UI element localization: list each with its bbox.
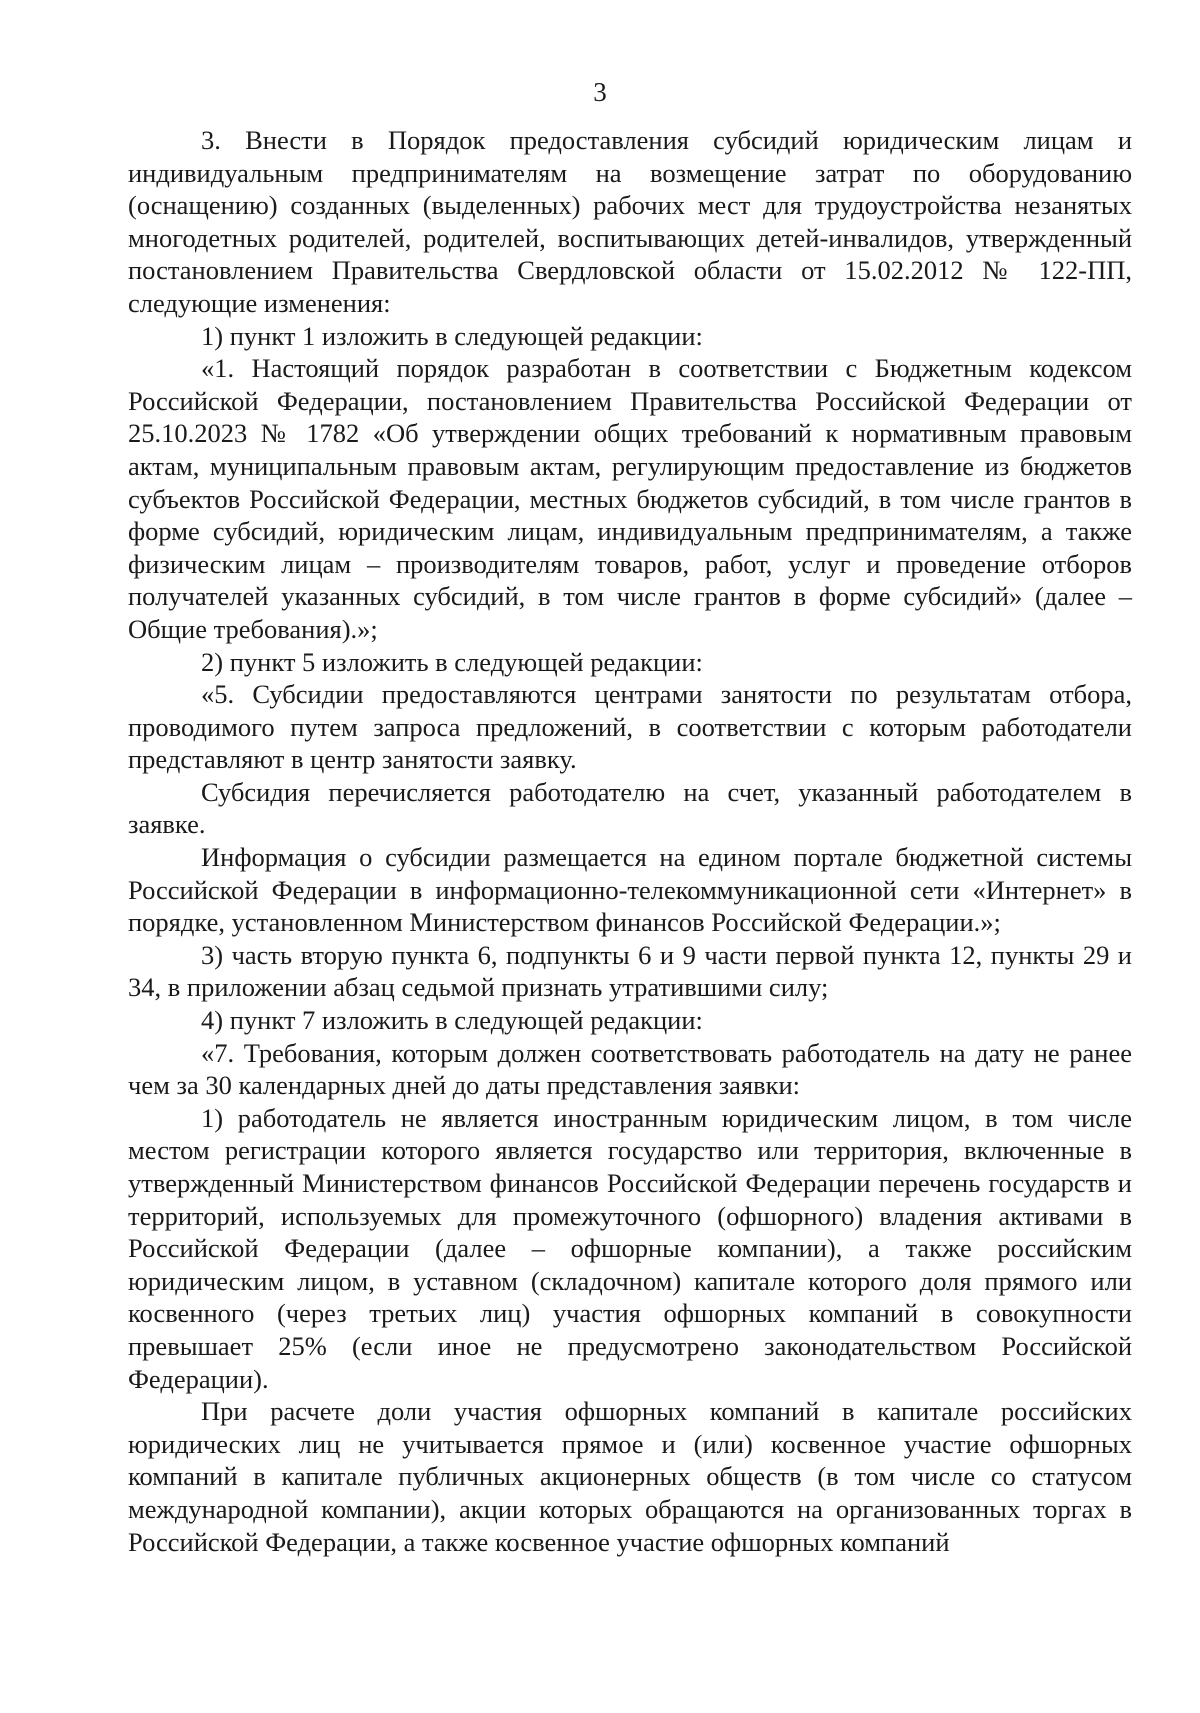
paragraph-subitem-2-heading: 2) пункт 5 изложить в следующей редакции: — [201, 646, 703, 677]
paragraph-new-point-5: «5. Субсидии предоставляются центрами занятости по результатам отбора, проводимого путем запроса предложений, в соответствии с которым работодатели представляют в центр занятости заявку. — [128, 679, 1132, 775]
paragraph-subitem-4-heading: 4) пункт 7 изложить в следующей редакции: — [201, 1005, 703, 1036]
paragraph-offshore-share-calculation: При расчете доли участия офшорных компаний в капитале российских юридических лиц не учитывается прямое и (или) косвенное участие офшорных компаний в капитале публичных акционерных обществ (в том числе со статусом международной компании), акции которых обращаются на организованных торгах в Российской Федерации, а также косвенное участие офшорных компаний — [128, 1396, 1132, 1557]
paragraph-subitem-1-heading: 1) пункт 1 изложить в следующей редакции: — [201, 320, 703, 351]
paragraph-subitem-3: 3) часть вторую пункта 6, подпункты 6 и 9 части первой пункта 12, пункты 29 и 34, в приложении абзац седьмой признать утратившими силу; — [128, 939, 1132, 1003]
page-number: 3 — [593, 77, 607, 107]
paragraph-new-point-1: «1. Настоящий порядок разработан в соответствии с Бюджетным кодексом Российской Федерации, постановлением Правительства Российской Федерации от 25.10.2023 № 1782 «Об утверждении общих требований к нормативным правовым актам, муниципальным правовым актам, регулирующим предоставление из бюджетов субъектов Российской Федерации, местных бюджетов субсидий, в том числе грантов в форме субсидий, юридическим лицам, индивидуальным предпринимателям, а также физическим лицам – производителям товаров, работ, услуг и проведение отборов получателей указанных субсидий, в том числе грантов в форме субсидий» (далее – Общие требования).»; — [128, 353, 1132, 644]
paragraph-requirement-1: 1) работодатель не является иностранным юридическим лицом, в том числе местом регистрации которого является государство или территория, включенные в утвержденный Министерством финансов Российской Федерации перечень государств и территорий, используемых для промежуточного (офшорного) владения активами в Российской Федерации (далее – офшорные компании), а также российским юридическим лицом, в уставном (складочном) капитале которого доля прямого или косвенного (через третьих лиц) участия офшорных компаний в совокупности превышает 25% (если иное не предусмотрено законодательством Российской Федерации). — [128, 1102, 1132, 1394]
paragraph-item-3-amendments-intro: 3. Внести в Порядок предоставления субсидий юридическим лицам и индивидуальным предпринимателям на возмещение затрат по оборудованию (оснащению) созданных (выделенных) рабочих мест для трудоустройства незанятых многодетных родителей, родителей, воспитывающих детей-инвалидов, утвержденный постановлением Правительства Свердловской области от 15.02.2012 № 122-ПП, следующие изменения: — [128, 125, 1132, 318]
document-body — [128, 124, 1132, 1558]
paragraph-new-point-7: «7. Требования, которым должен соответствовать работодатель на дату не ранее чем за 30 календарных дней до даты представления заявки: — [128, 1037, 1132, 1101]
paragraph-subsidy-information: Информация о субсидии размещается на едином портале бюджетной системы Российской Федерации в информационно-телекоммуникационной сети «Интернет» в порядке, установленном Министерством финансов Российской Федерации.»; — [128, 842, 1132, 938]
paragraph-subsidy-transfer: Субсидия перечисляется работодателю на счет, указанный работодателем в заявке. — [128, 776, 1132, 840]
